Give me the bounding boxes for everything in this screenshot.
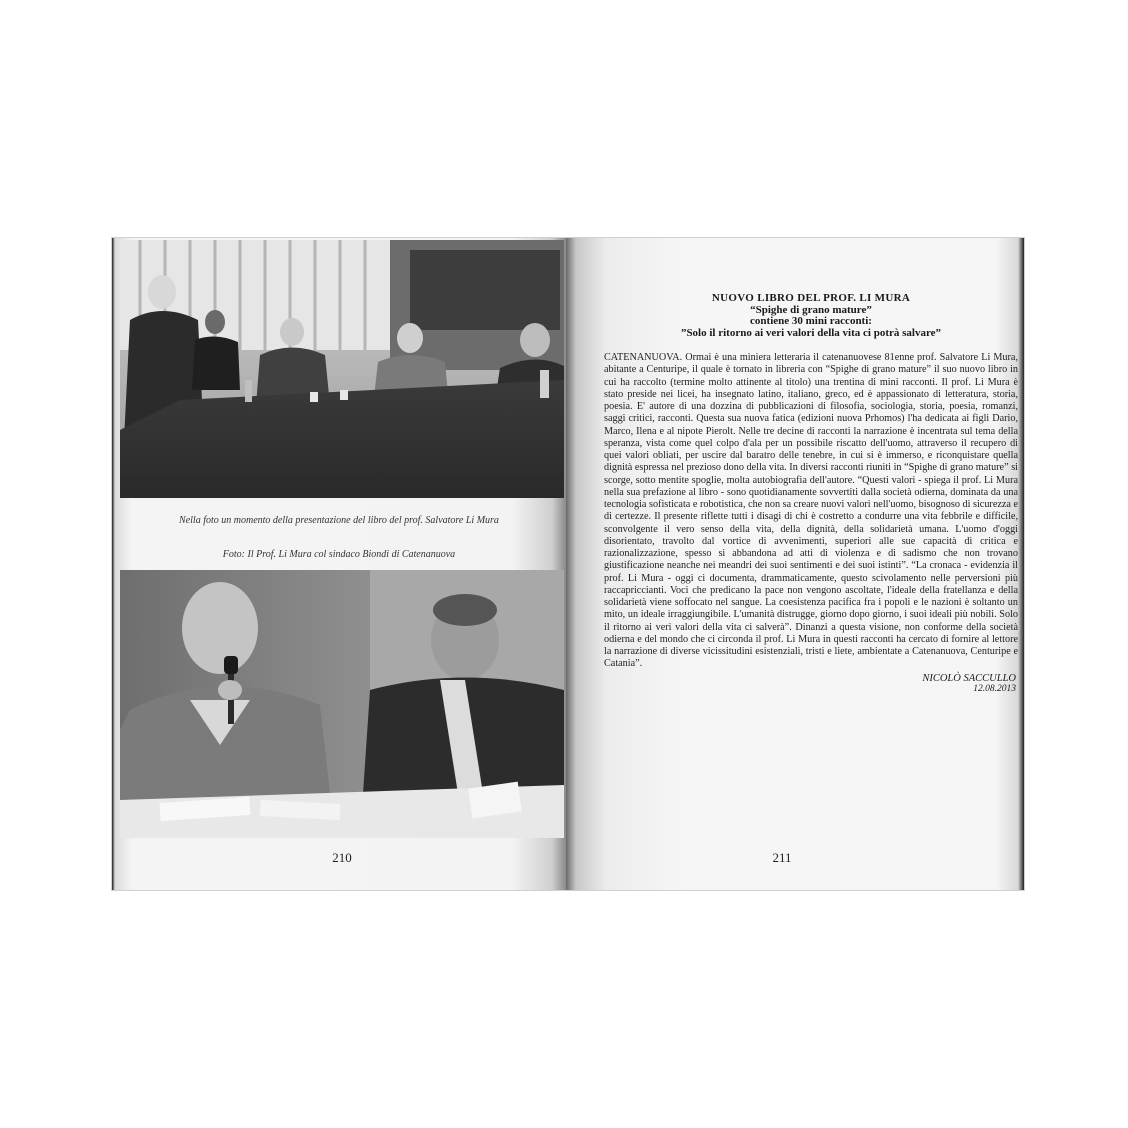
professor-mayor-photo-image — [120, 570, 564, 838]
article-headline — [604, 293, 1018, 339]
headline-quote: ”Solo il ritorno ai veri valori della vita ci potrà salvare” — [680, 326, 942, 339]
headline-book-title: “Spighe di grano mature” — [750, 303, 872, 316]
photo-presentation — [120, 240, 564, 498]
article-date: 12.08.2013 — [973, 683, 1016, 694]
article-body: CATENANUOVA. Ormai è una miniera letteraria il catenanuovese 81enne prof. Salvatore Li Mura, abitante a Centuripe, il quale è tornato in libreria con “Spighe di grano mature” il suo nuovo libro in cui ha raccolto (termine molto attinente al titolo) una trentina di mini racconti. Il prof. Li Mura è stato preside nei licei, ha insegnato latino, italiano, greco, ed è appassionato di letteratura, storia, poesia. E' autore di una dozzina di pubblicazioni di filosofia, sociologia, storia, poesia, romanzi, saggi critici, racconti. Questa sua nuova fatica (edizioni nuova Prhomos) l'ha dedicata ai figli Dario, Marco, Ilena e al nipote Pierolt. Nelle tre decine di racconti la narrazione è incentrata sul tema della speranza, vista come quel colpo d'ala per un possibile riscatto dell'uomo, attraverso il recupero di quei valori obliati, per uscire dal baratro delle tenebre, in cui si è immerso, e riconquistare quella dignità espressa nel prezioso dono della vita. In diversi racconti riuniti in “Spighe di grano mature” si scorge, sotto mentite spoglie, molta autobiografia dell'autore. “Questi valori - spiega il prof. Li Mura nella sua prefazione al libro - sono quotidianamente sovvertiti dalla società odierna, dominata da una tecnologia sofisticata e robotistica, che non sa creare nuovi valori nell'uomo, bisognoso di sicurezza e di certezze. Il presente riflette tutti i disagi di chi è costretto a condurre una vita febbrile e difficile, sconvolgente il vero senso della vita, della dignità, della solidarietà umana. L'uomo d'oggi disorientato, travolto dal vortice di avvenimenti, superiori alle sue capacità di critica e razionalizzazione, spesso si abbandona ad atti di violenza e di sadismo che non trovano giustificazione neanche nei meandri dei suoi sentimenti e dei suoi istinti”. “La cronaca - evidenzia il prof. Li Mura - oggi ci documenta, drammaticamente, questo scivolamento nelle perversioni più raccapriccianti. Voci che predicano la pace non vengono ascoltate, l'ideale della fratellanza e della solidarietà viene soffocato nel sangue. La coesistenza pacifica fra i popoli e le nazioni è soltanto un mito, un ideale irraggiungibile. L'umanità distrugge, giorno dopo giorno, i suoi ideali più nobili. Solo il ritorno ai veri valori della vita ci salverà”. Dinanzi a questa visione, non conforme della società odierna e del mondo che ci circonda il prof. Li Mura in questi racconti ha cercato di fornire al lettore la narrazione di diverse vicissitudini esistenziali, tristi e liete, ambientate a Catenanuova, Centuripe e Catania”. — [604, 352, 1018, 670]
article — [604, 293, 1018, 695]
page-number-left: 210 — [332, 850, 352, 865]
headline-subtitle: contiene 30 mini racconti: — [750, 315, 872, 327]
left-page — [112, 238, 566, 890]
author-name: NICOLÒ SACCULLO — [922, 672, 1016, 684]
caption-mayor: Foto: Il Prof. Li Mura col sindaco Biondi di Catenanuova — [222, 549, 456, 560]
presentation-photo-image — [120, 240, 564, 498]
photo-professor-with-mayor — [120, 570, 564, 838]
caption-presentation: Nella foto un momento della presentazione del libro del prof. Salvatore Li Mura — [179, 515, 499, 526]
headline-title: NUOVO LIBRO DEL PROF. LI MURA — [711, 292, 911, 304]
page-number-right: 211 — [772, 850, 792, 865]
book-spread — [112, 238, 1024, 890]
article-signature — [604, 673, 1018, 695]
